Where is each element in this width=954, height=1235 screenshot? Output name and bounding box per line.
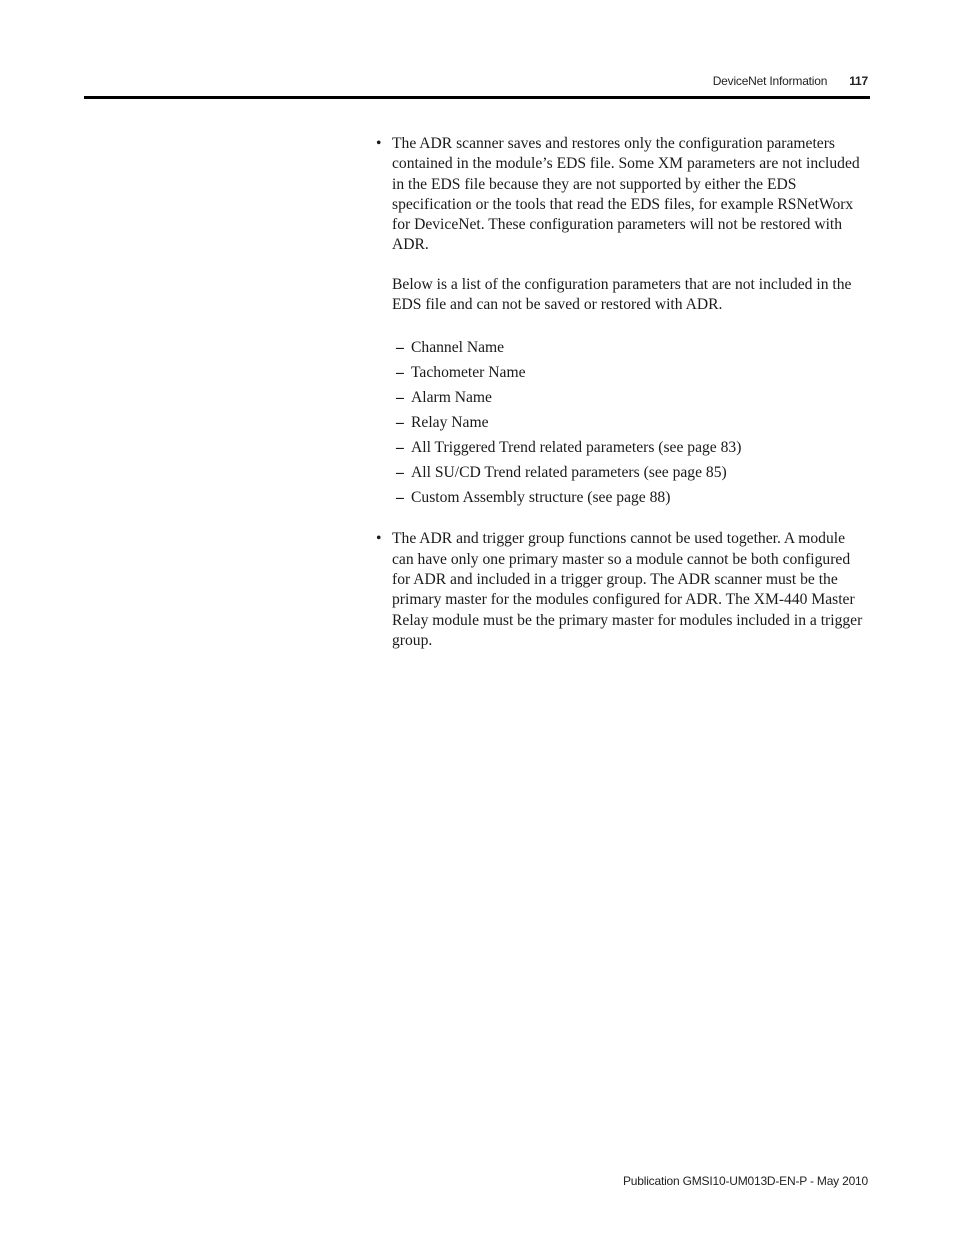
list-item-text: Tachometer Name [411, 364, 526, 382]
dash-marker: – [396, 489, 404, 507]
header-rule [84, 96, 870, 99]
list-item [396, 335, 870, 360]
dash-marker: – [396, 439, 404, 457]
bullet-text: The ADR scanner saves and restores only the configuration parameters contained in the module’s EDS file. Some XM parameters are not included in the EDS file because they are not supported by either the EDS specification or the tools that read the EDS files, for example RSNetWorx for DeviceNet. These configuration parameters will not be restored with ADR. [392, 135, 860, 254]
bullet-text: The ADR and trigger group functions cannot be used together. A module can have only one primary master so a module cannot be both configured for ADR and included in a trigger group. The ADR scanner must be the primary master for the modules configured for ADR. The XM-440 Master Relay module must be the primary master for modules included in a trigger group. [392, 530, 863, 649]
bullet-item-adr-scanner [376, 134, 870, 256]
list-item [396, 460, 870, 485]
list-item-text: Channel Name [411, 339, 505, 357]
list-item-text: Relay Name [411, 414, 489, 432]
publication-footer: Publication GMSI10-UM013D-EN-P - May 2010 [622, 1174, 868, 1188]
page-number: 117 [849, 74, 868, 88]
list-item-text: Alarm Name [411, 389, 492, 407]
bullet-marker: • [376, 530, 382, 548]
bullet-item-trigger-group [376, 529, 870, 651]
section-title: DeviceNet Information [712, 74, 828, 88]
dash-marker: – [396, 464, 404, 482]
list-item-text: All SU/CD Trend related parameters (see page 85) [411, 464, 727, 482]
dash-marker: – [396, 364, 404, 382]
dash-marker: – [396, 414, 404, 432]
list-item [396, 410, 870, 435]
dash-marker: – [396, 339, 404, 357]
list-item [396, 385, 870, 410]
list-item-text: Custom Assembly structure (see page 88) [411, 489, 671, 507]
list-item [396, 485, 870, 510]
body-content [376, 134, 870, 651]
dash-marker: – [396, 389, 404, 407]
parameter-list [396, 335, 870, 510]
list-item [396, 435, 870, 460]
list-item-text: All Triggered Trend related parameters (see page 83) [411, 439, 742, 457]
list-item [396, 360, 870, 385]
sub-paragraph: Below is a list of the configuration parameters that are not included in the EDS file and can not be saved or restored with ADR. [392, 275, 852, 314]
bullet-marker: • [376, 135, 382, 152]
running-header [713, 74, 868, 88]
